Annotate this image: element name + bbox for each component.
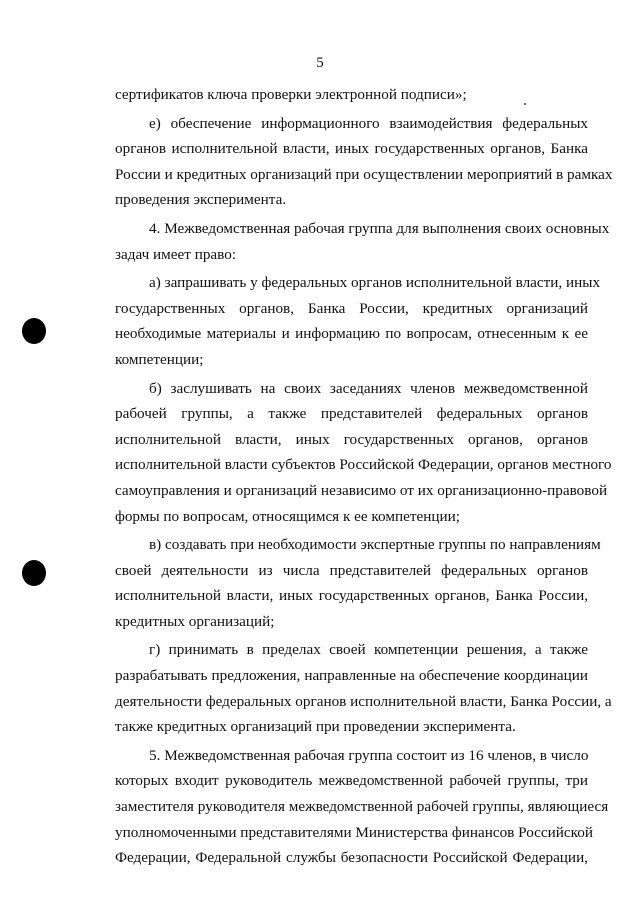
paragraph-line: г) принимать в пределах своей компетенции решения, а также [149, 641, 588, 659]
punch-hole-top [22, 318, 46, 344]
paragraph-line: кредитных организаций; [115, 612, 275, 630]
paragraph-line: рабочей группы, а также представителей федеральных органов [115, 405, 588, 423]
paragraph-line: уполномоченными представителями Министерства финансов Российской [115, 823, 593, 841]
paragraph-line: исполнительной власти субъектов Российской Федерации, органов местного [115, 456, 612, 474]
paragraph-line: также кредитных организаций при проведении эксперимента. [115, 718, 516, 736]
paragraph-line: необходимые материалы и информацию по вопросам, отнесенным к ее [115, 325, 588, 343]
paragraph-line: 4. Межведомственная рабочая группа для выполнения своих основных [149, 219, 610, 237]
paragraph-line: компетенции; [115, 350, 204, 368]
paragraph-line: разрабатывать предложения, направленные на обеспечение координации [115, 667, 588, 685]
paragraph-line: в) создавать при необходимости экспертные группы по направлениям [149, 536, 601, 554]
paragraph-line: органов исполнительной власти, иных государственных органов, Банка [115, 140, 588, 158]
paragraph-line: исполнительной власти, иных государственных органов, органов [115, 430, 588, 448]
paragraph-line: России и кредитных организаций при осуществлении мероприятий в рамках [115, 165, 613, 183]
paragraph-line: б) заслушивать на своих заседаниях членов межведомственной [149, 379, 588, 397]
paragraph-line: задач имеет право: [115, 245, 237, 263]
paragraph-line: е) обеспечение информационного взаимодействия федеральных [149, 114, 588, 132]
paragraph-line: Федерации, Федеральной службы безопасности Российской Федерации, [115, 849, 588, 867]
document-body [115, 82, 613, 871]
paragraph-line: сертификатов ключа проверки электронной подписи»; [115, 86, 467, 103]
punch-hole-bottom [22, 560, 46, 586]
paragraph-line: своей деятельности из числа представителей федеральных органов [115, 561, 588, 579]
paragraph-line: которых входит руководитель межведомственной рабочей группы, три [115, 772, 588, 790]
paragraph-line: исполнительной власти, иных государственных органов, Банка России, [115, 587, 588, 605]
paragraph-line: государственных органов, Банка России, кредитных организаций [115, 299, 588, 317]
paragraph-line: 5. Межведомственная рабочая группа состоит из 16 членов, в число [149, 746, 589, 764]
paragraph-line: проведения эксперимента. [115, 191, 287, 209]
page-number: 5 [316, 55, 324, 71]
paragraph-line: формы по вопросам, относящимся к ее компетенции; [115, 507, 460, 525]
paragraph-line: заместителя руководителя межведомственной рабочей группы, являющиеся [115, 798, 609, 816]
paragraph-line: а) запрашивать у федеральных органов исполнительной власти, иных [149, 274, 601, 292]
paragraph-line: деятельности федеральных органов исполнительной власти, Банка России, а [115, 692, 612, 710]
paragraph-line: самоуправления и организаций независимо от их организационно-правовой [115, 481, 608, 499]
